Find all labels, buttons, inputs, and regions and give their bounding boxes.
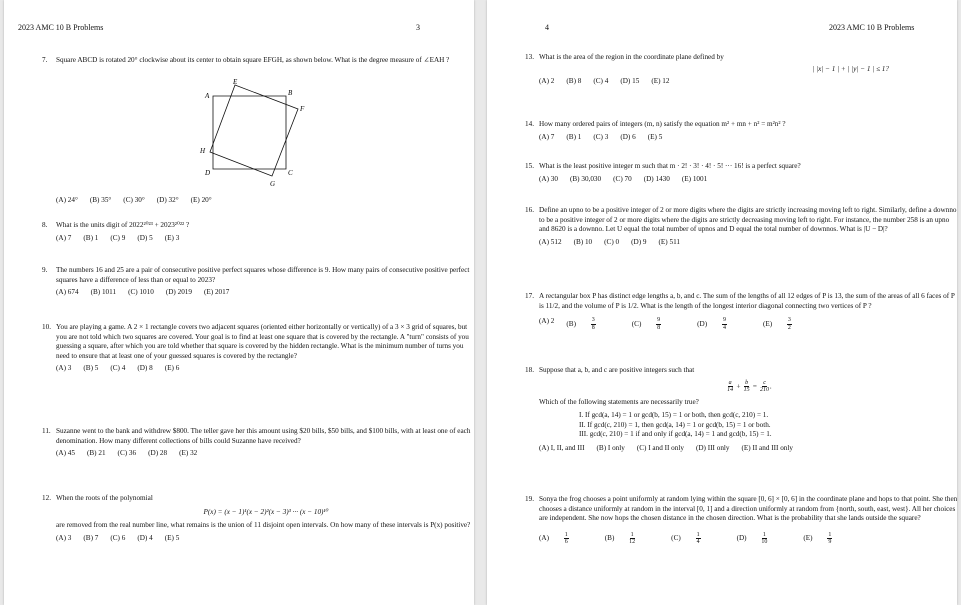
option-d: (D) 32° [156,196,179,204]
option-c: (C) 6 [110,533,126,542]
problem-number: 11. [42,427,51,435]
label-f: F [300,105,305,113]
problem-text: Square ABCD is rotated 20° clockwise about its center to obtain square EFGH, as shown below. What is the degree measure of ∠EAH ? [56,56,450,64]
option-e: (E) II and III only [741,444,793,453]
option-e: (E) 3 [164,233,180,242]
option-e: (E) 12 [651,77,670,86]
problem-text: What is the least positive integer m such that m · 2! · 3! · 4! · 5! ··· 16! is a perfect square? [539,162,801,170]
option-a: (A) $\frac{1}{6}$ [539,531,568,546]
problem-text: When the roots of the polynomial [56,494,153,502]
option-b: (B) 7 [83,533,99,542]
option-c: (C) 9 [110,233,126,242]
answer-options [539,532,957,546]
option-e: (E) 511 [658,237,680,246]
answer-options [539,175,957,185]
problem-13 [525,53,957,87]
problem-14 [525,120,957,142]
option-b: (B) 5 [83,364,99,373]
square-efgh [210,85,298,176]
label-c: C [288,169,293,177]
answer-options [56,534,474,544]
option-b: (B) $\frac{3}{8}$ [566,317,595,331]
page-right [487,0,957,605]
option-b: (B) 21 [86,449,106,458]
answer-options [539,317,957,331]
problem-12 [42,494,474,543]
option-a: (A) 7 [539,132,555,141]
option-d: (D) 15 [620,77,640,86]
statement-3: III. gcd(c, 210) = 1 if and only if gcd(a, 14) = 1 and gcd(b, 15) = 1. [579,430,772,438]
option-e: (E) 20° [190,196,212,204]
option-e: (E) 6 [164,364,180,373]
square-abcd [213,96,286,169]
problem-18 [525,366,957,454]
option-d: (D) 4 [137,533,153,542]
option-d: (D) $\frac{1}{10}$ [736,531,768,546]
option-d: (D) 9 [631,237,647,246]
problem-number: 13. [525,53,534,61]
option-a: (A) 7 [56,233,72,242]
answer-options [56,234,474,244]
page-number: 3 [416,23,420,32]
polynomial-equation: P(x) = (x − 1)¹(x − 2)²(x − 3)³ ··· (x − 10)¹⁰ [203,507,329,516]
option-c: (C) $\frac{1}{4}$ [671,531,700,546]
option-a: (A) 2 [539,317,555,326]
option-d: (D) 1430 [643,174,670,183]
label-d: D [205,169,211,177]
header-title: 2023 AMC 10 B Problems [829,23,915,32]
problem-text: What is the area of the region in the coordinate plane defined by [539,53,724,61]
problem-text: The numbers 16 and 25 are a pair of consecutive positive perfect squares whose difference is 9. How many pairs of consecutive positive perfect squares have a difference of less than or equal to 2023? [56,266,470,284]
header-title: 2023 AMC 10 B Problems [18,23,104,32]
option-c: (C) 36 [117,449,137,458]
problem-number: 14. [525,120,534,128]
problem-text: Define an upno to be a positive integer of 2 or more digits where the digits are strictly increasing moving left to right. Similarly, define a downno to be a positive integer of 2 or more digits where the digits are strictly decreasing moving left to right. For instance, the number 258 is an upno and 8620 is a downno. Let U equal the total number of upnos and D equal the total number of downnos. What is |U − D|? [539,206,957,234]
problem-number: 17. [525,292,534,300]
problem-number: 7. [42,56,48,64]
problem-number: 15. [525,162,534,170]
answer-options [539,444,957,454]
problem-text: You are playing a game. A 2 × 1 rectangle covers two adjacent squares (oriented either horizontally or vertically) of a 3 × 3 grid of squares, but you are not told which two squares are covered. Your goal is to find at least one square that is covered by the rectangle. A "turn" consists of you guessing a square, after which you are told whether that square is covered by the hidden rectangle. What is the minimum number of turns you need to ensure that at least one of your guessed squares is covered by the rectangle? [56,323,469,360]
option-d: (D) 5 [137,233,153,242]
statement-2: II. If gcd(c, 210) = 1, then gcd(a, 14) = 1 or gcd(b, 15) = 1 or both. [579,420,771,429]
option-d: (D) 8 [137,364,153,373]
option-d: (D) 2019 [165,288,192,297]
problem-text-continued: are removed from the real number line, what remains is the union of 11 disjoint open intervals. On how many of these intervals is P(x) positive? [56,521,471,530]
problem-17 [525,292,957,331]
answer-options [56,288,474,298]
square-diagram [191,79,311,189]
option-b: (B) 35° [89,196,112,204]
option-d: (D) $\frac{9}{4}$ [697,317,726,331]
option-a: (A) I, II, and III [539,444,585,453]
label-g: G [270,180,276,188]
option-e: (E) $\frac{1}{9}$ [803,531,832,546]
option-c: (C) 3 [593,132,609,141]
problem-text-continued: Which of the following statements are necessarily true? [539,397,699,406]
problem-7 [42,56,474,204]
option-c: (C) 30° [123,196,145,204]
problem-text: What is the units digit of 2022²⁰²³ + 2023²⁰²² ? [56,221,190,229]
page-number: 4 [545,23,549,32]
problem-9 [42,266,474,298]
problem-15 [525,162,957,184]
problem-number: 9. [42,266,48,274]
answer-options [539,238,957,248]
problem-number: 18. [525,366,534,374]
fraction-equation: $\frac{a}{14}$ + $\frac{b}{15}$ = $\frac{c}{210}$ . [727,379,772,394]
problem-text: Sonya the frog chooses a point uniformly at random lying within the square [0, 6] × [0, 6] in the coordinate plane and hops to that point. She then chooses a distance uniformly at random in the interval [0, 1] and a direction uniformly at random from {north, south, east, west}. All her choices are independent. She now hops the chosen distance in the chosen direction. What is the probability that she lands outside the square? [539,495,957,523]
label-e: E [233,79,238,86]
option-a: (A) 2 [539,77,555,86]
region-inequality: | |x| − 1 | + | |y| − 1 | ≤ 1? [812,64,889,73]
problem-text: Suzanne went to the bank and withdrew $800. The teller gave her this amount using $20 bills, $50 bills, and $100 bills, with at least one of each denomination. How many different collections of bills could Suzanne have received? [56,427,471,445]
option-b: (B) 1011 [90,288,117,297]
option-c: (C) 1010 [128,288,154,297]
option-d: (D) III only [695,444,730,453]
option-a: (A) 24° [56,196,78,204]
answer-options [56,196,224,206]
option-b: (B) 1 [83,233,99,242]
option-a: (A) 30 [539,174,558,183]
option-e: (E) $\frac{3}{2}$ [762,317,791,331]
answer-options [56,449,474,459]
problem-19 [525,495,957,546]
option-a: (A) 3 [56,533,72,542]
problem-number: 8. [42,221,48,229]
statement-1: I. If gcd(a, 14) = 1 or gcd(b, 15) = 1 or both, then gcd(c, 210) = 1. [579,411,769,420]
option-a: (A) 45 [56,449,75,458]
option-c: (C) 4 [110,364,126,373]
option-c: (C) 0 [604,237,620,246]
option-c: (C) I and II only [636,444,684,453]
option-b: (B) 1 [566,132,582,141]
problem-number: 16. [525,206,534,214]
option-e: (E) 1001 [681,174,708,183]
option-e: (E) 32 [179,449,198,458]
answer-options [539,133,957,143]
page-left [4,0,474,605]
option-a: (A) 674 [56,288,79,297]
option-d: (D) 6 [620,132,636,141]
option-b: (B) I only [596,444,625,453]
option-e: (E) 5 [164,533,180,542]
label-b: B [288,89,293,97]
problem-text: A rectangular box P has distinct edge lengths a, b, and c. The sum of the lengths of all 12 edges of P is 13, the sum of the areas of all 6 faces of P is 11/2, and the volume of P is 1/2. What is the length of the longest interior diagonal connecting two vertices of P ? [539,292,955,310]
problem-text: Suppose that a, b, and c are positive integers such that [539,366,695,374]
problem-number: 19. [525,495,534,503]
problem-10 [42,323,474,374]
answer-options [539,77,957,87]
label-a: A [205,92,210,100]
label-h: H [200,147,206,155]
problem-text: How many ordered pairs of integers (m, n) satisfy the equation m² + mn + n² = m²n² ? [539,120,786,128]
option-e: (E) 2017 [203,288,230,297]
option-a: (A) 512 [539,237,562,246]
problem-11 [42,427,474,459]
option-b: (B) 10 [573,237,593,246]
option-a: (A) 3 [56,364,72,373]
problem-number: 12. [42,494,51,502]
option-c: (C) 4 [593,77,609,86]
problem-16 [525,206,957,247]
problem-number: 10. [42,323,51,331]
option-c: (C) $\frac{9}{8}$ [631,317,661,331]
option-c: (C) 70 [613,174,632,183]
option-e: (E) 5 [647,132,663,141]
option-d: (D) 28 [148,449,168,458]
option-b: (B) $\frac{1}{12}$ [604,531,636,546]
problem-8 [42,221,474,243]
answer-options [56,364,474,374]
option-b: (B) 8 [566,77,582,86]
option-b: (B) 30,030 [569,174,602,183]
